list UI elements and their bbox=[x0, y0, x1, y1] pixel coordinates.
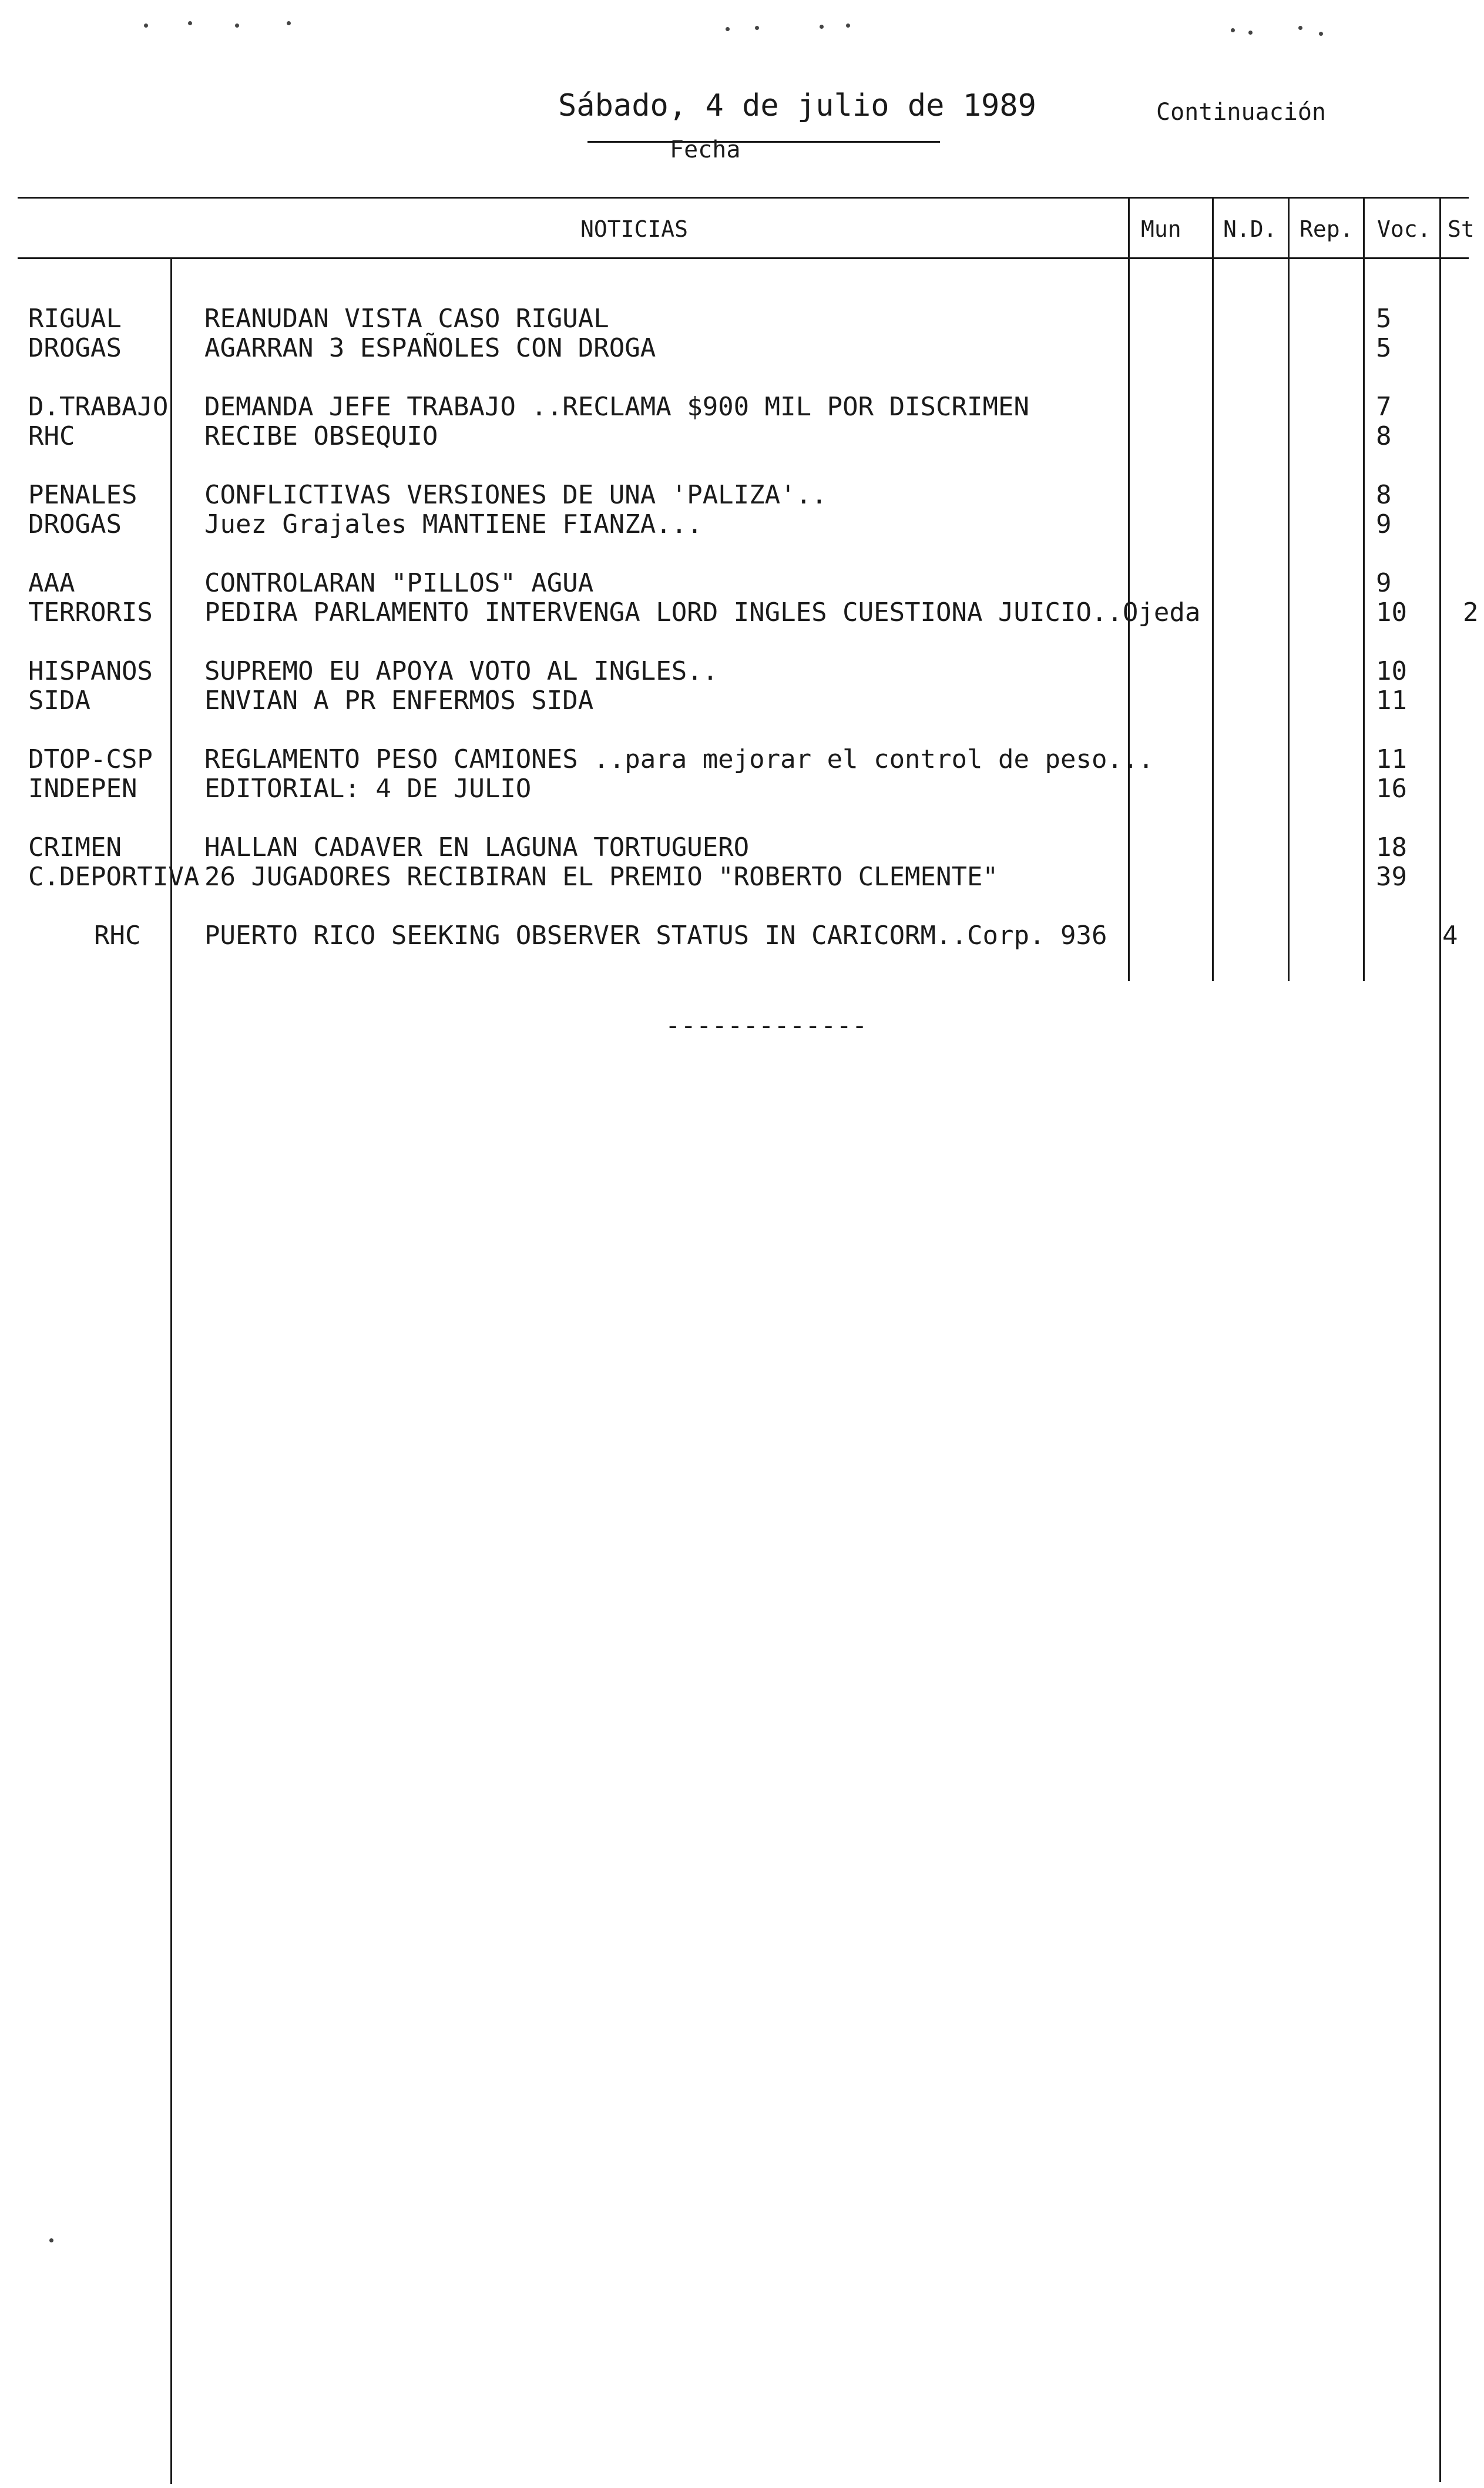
row-category: CRIMEN bbox=[28, 832, 122, 862]
row-voc: 7 bbox=[1376, 392, 1392, 422]
scan-speck bbox=[235, 23, 239, 28]
row-st: 2 bbox=[1463, 597, 1479, 627]
row-voc: 39 bbox=[1376, 862, 1407, 892]
row-category: INDEPEN bbox=[28, 774, 137, 804]
row-title: PUERTO RICO SEEKING OBSERVER STATUS IN CARICORM..Corp. 936 bbox=[204, 921, 1107, 951]
scan-speck bbox=[755, 26, 759, 30]
row-voc: 16 bbox=[1376, 774, 1407, 804]
continuation-label: Continuación bbox=[1156, 99, 1326, 126]
row-st: 4 bbox=[1442, 921, 1458, 951]
row-category: HISPANOS bbox=[28, 656, 153, 686]
fecha-label: Fecha bbox=[670, 136, 741, 163]
scan-speck bbox=[287, 21, 291, 25]
column-divider-st bbox=[1439, 197, 1441, 2482]
row-title: ENVIAN A PR ENFERMOS SIDA bbox=[204, 686, 594, 716]
row-title: SUPREMO EU APOYA VOTO AL INGLES.. bbox=[204, 656, 719, 686]
row-title: REANUDAN VISTA CASO RIGUAL bbox=[204, 304, 609, 334]
column-divider-voc bbox=[1363, 197, 1365, 981]
row-voc: 10 bbox=[1376, 597, 1407, 627]
row-voc: 11 bbox=[1376, 686, 1407, 716]
row-title: HALLAN CADAVER EN LAGUNA TORTUGUERO bbox=[204, 832, 750, 862]
row-voc: 9 bbox=[1376, 509, 1392, 539]
row-title: EDITORIAL: 4 DE JULIO bbox=[204, 774, 532, 804]
row-voc: 18 bbox=[1376, 832, 1407, 862]
scan-speck bbox=[820, 25, 824, 29]
date-underline bbox=[587, 141, 940, 143]
header-noticias: NOTICIAS bbox=[580, 216, 689, 242]
row-voc: 5 bbox=[1376, 333, 1392, 363]
row-voc: 8 bbox=[1376, 480, 1392, 510]
header-rep: Rep. bbox=[1300, 216, 1354, 242]
table-top-border bbox=[18, 197, 1469, 199]
row-category: AAA bbox=[28, 568, 75, 598]
scan-speck bbox=[726, 27, 730, 31]
row-title: PEDIRA PARLAMENTO INTERVENGA LORD INGLES CUESTIONA JUICIO..Ojeda bbox=[204, 597, 1201, 627]
row-title: AGARRAN 3 ESPAÑOLES CON DROGA bbox=[204, 333, 656, 363]
row-category: PENALES bbox=[28, 480, 137, 510]
row-category: RIGUAL bbox=[28, 304, 122, 334]
row-voc: 8 bbox=[1376, 421, 1392, 451]
row-voc: 9 bbox=[1376, 568, 1392, 598]
row-category: SIDA bbox=[28, 686, 90, 716]
date-text: Sábado, 4 de julio de 1989 bbox=[558, 88, 1036, 123]
row-category: C.DEPORTIVA bbox=[28, 862, 200, 892]
row-category: DROGAS bbox=[28, 333, 122, 363]
row-category: RHC bbox=[28, 421, 75, 451]
scan-speck bbox=[1231, 28, 1235, 32]
row-title: 26 JUGADORES RECIBIRAN EL PREMIO "ROBERTO CLEMENTE" bbox=[204, 862, 999, 892]
column-divider-nd bbox=[1212, 197, 1214, 981]
row-category: DROGAS bbox=[28, 509, 122, 539]
row-title: REGLAMENTO PESO CAMIONES ..para mejorar el control de peso... bbox=[204, 744, 1154, 774]
scan-speck bbox=[1319, 32, 1323, 36]
row-category: RHC bbox=[94, 921, 141, 951]
scan-speck bbox=[846, 23, 850, 28]
scan-speck bbox=[1298, 26, 1302, 30]
column-divider-mun bbox=[1128, 197, 1130, 981]
scan-speck bbox=[49, 2238, 53, 2242]
row-title: CONTROLARAN "PILLOS" AGUA bbox=[204, 568, 594, 598]
column-divider-noticias bbox=[170, 257, 172, 2484]
scan-speck bbox=[144, 23, 148, 28]
row-title: Juez Grajales MANTIENE FIANZA... bbox=[204, 509, 703, 539]
row-category: TERRORIS bbox=[28, 597, 153, 627]
header-voc: Voc. bbox=[1377, 216, 1431, 242]
scan-speck bbox=[1248, 31, 1253, 35]
row-title: DEMANDA JEFE TRABAJO ..RECLAMA $900 MIL POR DISCRIMEN bbox=[204, 392, 1029, 422]
row-voc: 11 bbox=[1376, 744, 1407, 774]
end-separator: ------------- bbox=[665, 1010, 868, 1040]
row-category: DTOP-CSP bbox=[28, 744, 153, 774]
row-category: D.TRABAJO bbox=[28, 392, 169, 422]
row-voc: 10 bbox=[1376, 656, 1407, 686]
header-st: St bbox=[1448, 216, 1475, 242]
scan-speck bbox=[188, 21, 192, 25]
header-mun: Mun bbox=[1141, 216, 1181, 242]
row-title: RECIBE OBSEQUIO bbox=[204, 421, 438, 451]
header-nd: N.D. bbox=[1223, 216, 1277, 242]
column-divider-rep bbox=[1288, 197, 1290, 981]
table-header-bottom-border bbox=[18, 257, 1469, 259]
row-title: CONFLICTIVAS VERSIONES DE UNA 'PALIZA'.. bbox=[204, 480, 827, 510]
row-voc: 5 bbox=[1376, 304, 1392, 334]
